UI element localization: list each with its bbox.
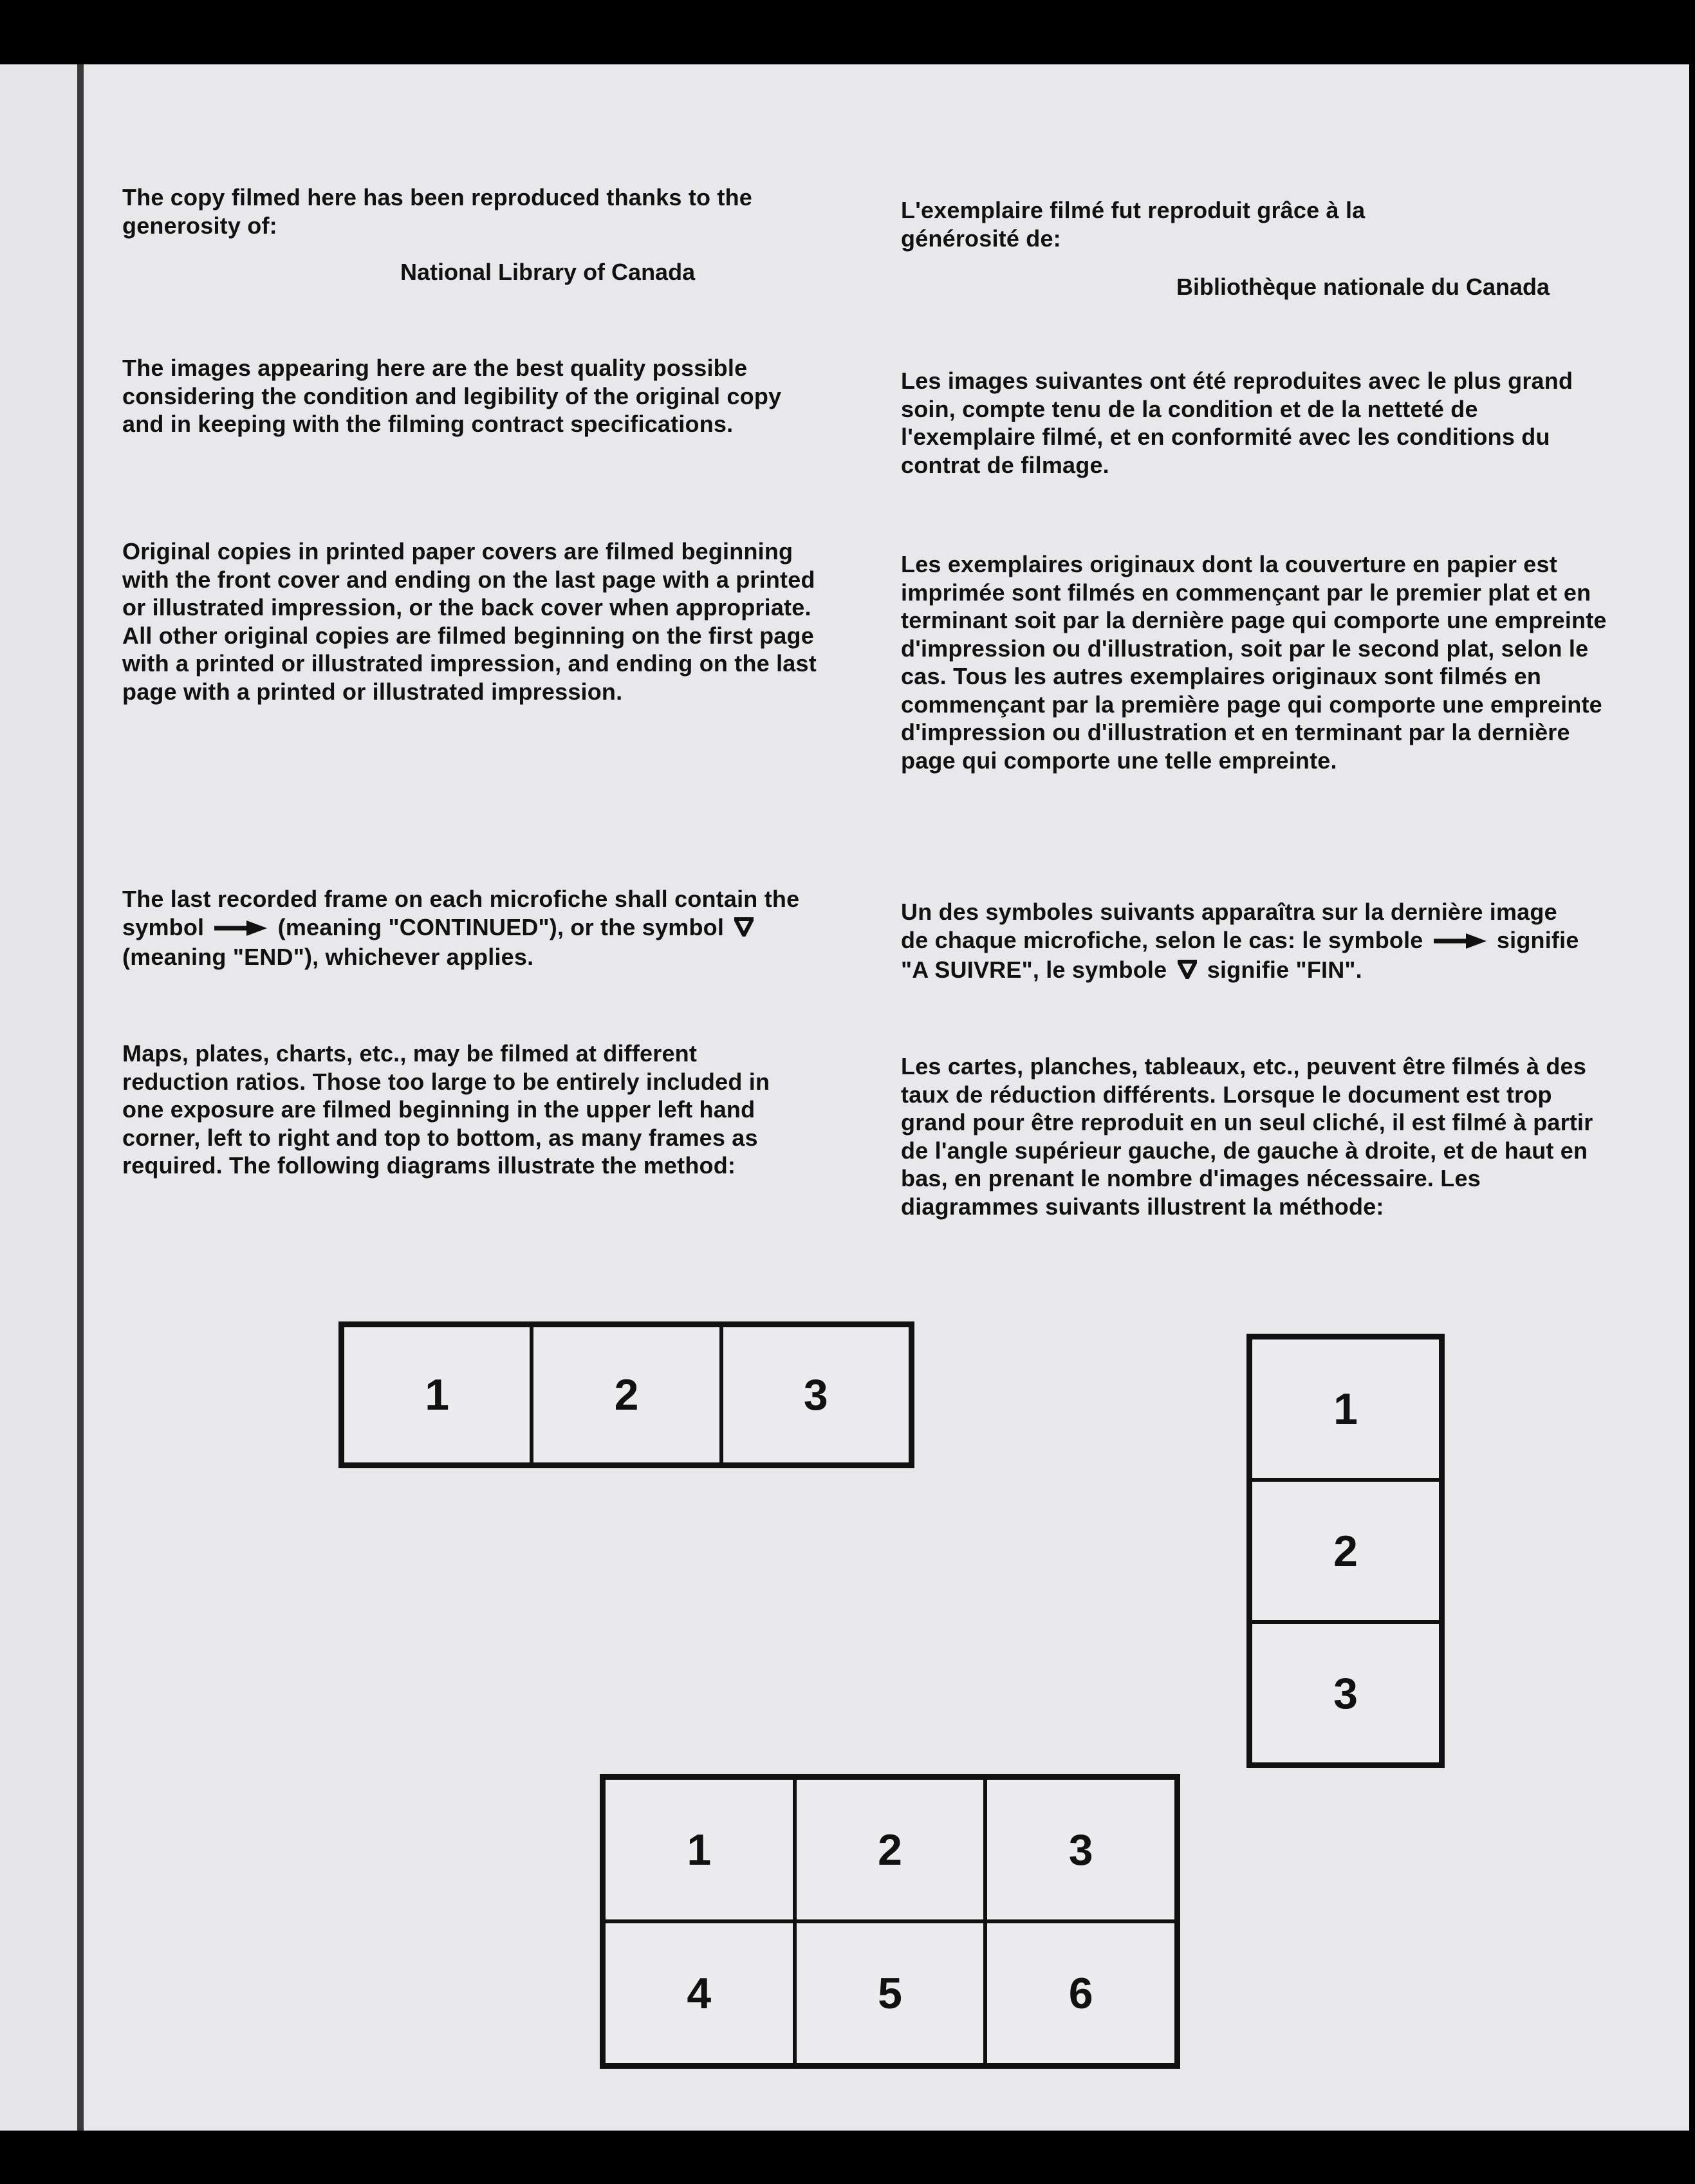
en-symbols-part1: The last recorded frame on each microfiche shall contain the symbol: [122, 886, 800, 940]
frame-cell: 3: [985, 1778, 1176, 1921]
en-credit-intro: The copy filmed here has been reproduced thanks to the generosity of:: [122, 184, 753, 239]
en-institution: National Library of Canada: [400, 259, 696, 285]
vertical-frame-diagram: [1246, 1334, 1445, 1768]
frame-cell: 2: [532, 1325, 721, 1464]
fr-institution: Bibliothèque nationale du Canada: [1176, 274, 1550, 300]
frame-cell: 4: [604, 1921, 795, 2065]
fr-symbols-part1: Un des symboles suivants apparaîtra sur la dernière image de chaque microfiche, selon le cas: le symbole: [901, 899, 1557, 953]
triangle-down-icon: [734, 915, 754, 943]
fr-symbols-part3: signifie "FIN".: [1207, 956, 1362, 983]
frame-cell: 5: [795, 1921, 986, 2065]
frame-cell: 2: [795, 1778, 986, 1921]
adjacent-page-strip: [0, 64, 77, 2131]
frame-cell: 1: [604, 1778, 795, 1921]
triangle-down-icon: [1178, 957, 1197, 985]
frame-cell: 3: [721, 1325, 911, 1464]
fr-quality: Les images suivantes ont été reproduites avec le plus grand soin, compte tenu de la condition et de la netteté de l'exemplaire filmé, et en conformité avec les conditions du contrat de filmage.: [901, 368, 1573, 478]
fr-credit-intro: L'exemplaire filmé fut reproduit grâce à la générosité de:: [901, 197, 1366, 252]
grid-frame-diagram: [600, 1774, 1180, 2069]
en-symbols-part3: (meaning "END"), whichever applies.: [122, 943, 534, 970]
frame-cell: 1: [1250, 1338, 1441, 1480]
en-symbols-part2: (meaning "CONTINUED"), or the symbol: [277, 913, 725, 940]
arrow-right-icon: [214, 915, 267, 943]
frame-cell: 2: [1250, 1480, 1441, 1622]
fr-symbols: [901, 898, 1583, 985]
en-quality: The images appearing here are the best quality possible considering the condition and legibility of the original copy and in keeping with the filming contract specifications.: [122, 355, 782, 437]
frame-cell: 1: [342, 1325, 532, 1464]
en-originals: Original copies in printed paper covers are filmed beginning with the front cover and ending on the last page with a printed or illustrated impression, or the back cover when appropriate. All other original copies are filmed beginning on the first page with a printed or illustrated impression, and ending on the last page with a printed or illustrated impression.: [122, 538, 817, 705]
fr-maps: Les cartes, planches, tableaux, etc., peuvent être filmés à des taux de réduction différents. Lorsque le document est trop grand pour être reproduit en un seul cliché, il est filmé à partir de l'angle supérieur gauche, de gauche à droite, et de haut en bas, en prenant le nombre d'images nécessaire. Les diagrammes suivants illustrent la méthode:: [901, 1053, 1593, 1220]
frame-cell: 3: [1250, 1622, 1441, 1764]
arrow-right-icon: [1434, 928, 1487, 956]
horizontal-frame-diagram: [338, 1321, 914, 1468]
en-maps: Maps, plates, charts, etc., may be filmed at different reduction ratios. Those too large to be entirely included in one exposure are filmed beginning in the upper left hand corner, left to right and top to bottom, as many frames as required. The following diagrams illustrate the method:: [122, 1040, 770, 1179]
frame-cell: 6: [985, 1921, 1176, 2065]
fr-symbols-part2: signifie "A SUIVRE", le symbole: [901, 926, 1579, 983]
fr-originals: Les exemplaires originaux dont la couverture en papier est imprimée sont filmés en commençant par le premier plat et en terminant soit par la dernière page qui comporte une empreinte d'impression ou d'illustration, soit par le second plat, selon le cas. Tous les autres exemplaires originaux sont filmés en commençant par la première page qui comporte une empreinte d'impression ou d'illustration et en terminant par la dernière page qui comporte une telle empreinte.: [901, 551, 1607, 774]
en-symbols: [122, 885, 804, 971]
